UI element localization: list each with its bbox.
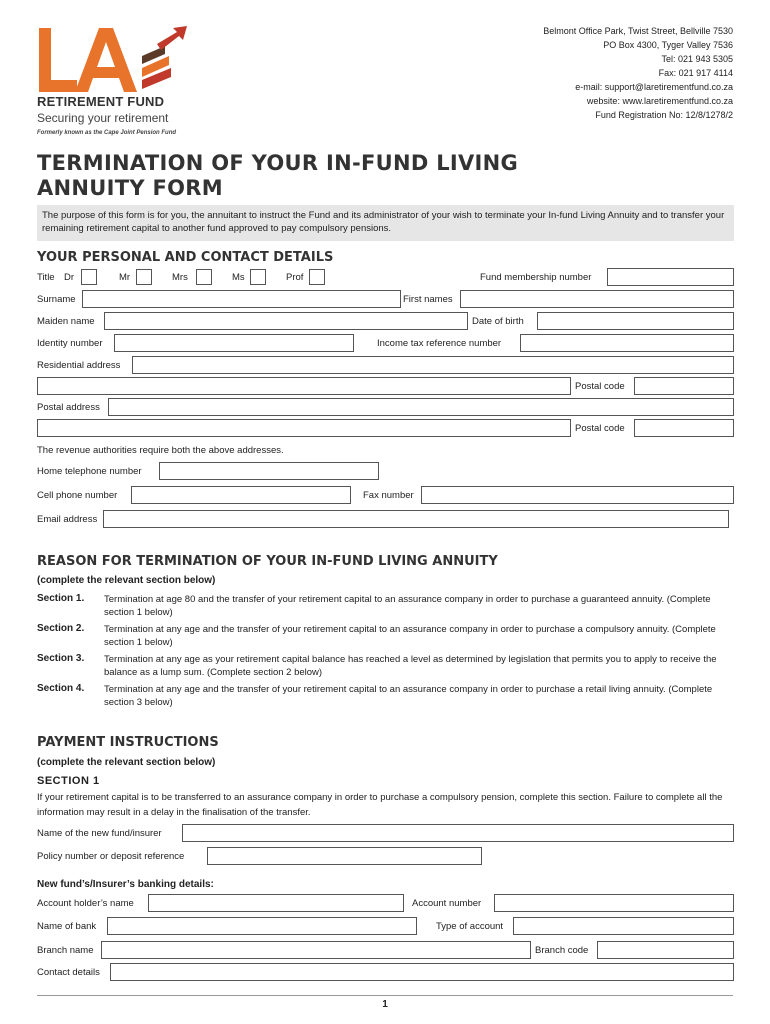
new-fund-name-input[interactable] bbox=[182, 824, 734, 842]
contact-block bbox=[543, 24, 733, 122]
logo-tagline: Securing your retirement bbox=[37, 111, 169, 125]
maiden-name-input[interactable] bbox=[104, 312, 468, 330]
title-prof-label: Prof bbox=[286, 272, 304, 283]
home-telephone-label: Home telephone number bbox=[37, 466, 142, 477]
logo-name: RETIREMENT FUND bbox=[37, 94, 165, 109]
residential-address-input-1[interactable] bbox=[132, 356, 734, 374]
reason-section-1-text: Termination at age 80 and the transfer of your retirement capital to an assurance company in order to purchase a guaranteed annuity. (Complete section 1 below) bbox=[104, 594, 711, 618]
surname-input[interactable] bbox=[82, 290, 401, 308]
first-names-input[interactable] bbox=[460, 290, 734, 308]
new-fund-name-label: Name of the new fund/insurer bbox=[37, 828, 162, 839]
title-mr-checkbox[interactable] bbox=[136, 269, 152, 285]
postal-address-input-2[interactable] bbox=[37, 419, 571, 437]
identity-number-label: Identity number bbox=[37, 338, 103, 349]
fax-number-label: Fax number bbox=[363, 490, 414, 501]
account-type-input[interactable] bbox=[513, 917, 734, 935]
payment-section-1-heading: SECTION 1 bbox=[37, 775, 100, 787]
page-number: 1 bbox=[382, 999, 388, 1010]
residential-address-input-2[interactable] bbox=[37, 377, 571, 395]
payment-section-1-text: If your retirement capital is to be transferred to an assurance company in order to purchase a compulsory pension, complete this section. Failure to complete all the information may result in a delay in the finalisation of the transfer. bbox=[37, 792, 723, 818]
fund-membership-label: Fund membership number bbox=[480, 272, 592, 283]
contact-details-label: Contact details bbox=[37, 967, 100, 978]
contact-po-box: PO Box 4300, Tyger Valley 7536 bbox=[603, 40, 733, 50]
fund-logo bbox=[37, 24, 197, 139]
logo-graphic bbox=[37, 24, 197, 94]
reason-section-1-number: Section 1. bbox=[37, 593, 85, 604]
reason-section-3-number: Section 3. bbox=[37, 653, 85, 664]
account-holder-label: Account holder’s name bbox=[37, 898, 134, 909]
banking-heading: New fund’s/Insurer’s banking details: bbox=[37, 879, 214, 890]
title-mr-label: Mr bbox=[119, 272, 131, 283]
contact-address: Belmont Office Park, Twist Street, Bellville 7530 bbox=[543, 26, 733, 36]
income-tax-label: Income tax reference number bbox=[377, 338, 502, 349]
residential-address-label: Residential address bbox=[37, 360, 121, 371]
reason-heading: REASON FOR TERMINATION OF YOUR IN-FUND LIVING ANNUITY bbox=[37, 554, 498, 569]
branch-name-input[interactable] bbox=[101, 941, 531, 959]
branch-code-input[interactable] bbox=[597, 941, 734, 959]
revenue-note: The revenue authorities require both the above addresses. bbox=[37, 445, 284, 456]
title-ms-label: Ms bbox=[232, 272, 245, 283]
payment-heading: PAYMENT INSTRUCTIONS bbox=[37, 735, 219, 750]
fund-membership-input[interactable] bbox=[607, 268, 734, 286]
bank-name-input[interactable] bbox=[107, 917, 417, 935]
reason-subheading: (complete the relevant section below) bbox=[37, 575, 216, 586]
payment-subheading: (complete the relevant section below) bbox=[37, 757, 216, 768]
surname-label: Surname bbox=[37, 294, 76, 305]
title-dr-label: Dr bbox=[64, 272, 75, 283]
fax-number-input[interactable] bbox=[421, 486, 734, 504]
title-label: Title bbox=[37, 272, 55, 283]
policy-number-label: Policy number or deposit reference bbox=[37, 851, 185, 862]
first-names-label: First names bbox=[403, 294, 453, 305]
title-dr-checkbox[interactable] bbox=[81, 269, 97, 285]
account-holder-input[interactable] bbox=[148, 894, 404, 912]
account-number-input[interactable] bbox=[494, 894, 734, 912]
contact-website: website: www.laretirementfund.co.za bbox=[586, 96, 733, 106]
maiden-name-label: Maiden name bbox=[37, 316, 95, 327]
home-telephone-input[interactable] bbox=[159, 462, 379, 480]
policy-number-input[interactable] bbox=[207, 847, 482, 865]
postal-postal-code-label: Postal code bbox=[575, 423, 625, 434]
fund-registration: Fund Registration No: 12/8/1278/2 bbox=[595, 110, 733, 120]
form-title bbox=[37, 151, 518, 201]
date-of-birth-input[interactable] bbox=[537, 312, 734, 330]
title-mrs-checkbox[interactable] bbox=[196, 269, 212, 285]
email-address-label: Email address bbox=[37, 514, 98, 525]
contact-fax: Fax: 021 917 4114 bbox=[658, 68, 733, 78]
branch-name-label: Branch name bbox=[37, 945, 94, 956]
account-type-label: Type of account bbox=[436, 921, 504, 932]
income-tax-input[interactable] bbox=[520, 334, 734, 352]
footer-divider bbox=[37, 995, 733, 996]
title-mrs-label: Mrs bbox=[172, 272, 188, 283]
account-number-label: Account number bbox=[412, 898, 482, 909]
title-prof-checkbox[interactable] bbox=[309, 269, 325, 285]
reason-section-2-number: Section 2. bbox=[37, 623, 85, 634]
reason-section-3-text: Termination at any age as your retirement capital balance has reached a level as determined by legislation that permits you to apply to receive the balance as a lump sum. (Complete section 2 below) bbox=[104, 654, 717, 678]
contact-tel: Tel: 021 943 5305 bbox=[661, 54, 733, 64]
branch-code-label: Branch code bbox=[535, 945, 589, 956]
contact-details-input[interactable] bbox=[110, 963, 734, 981]
title-ms-checkbox[interactable] bbox=[250, 269, 266, 285]
logo-formerly: Formerly known as the Cape Joint Pension Fund bbox=[37, 130, 177, 136]
residential-postal-code-input[interactable] bbox=[634, 377, 734, 395]
purpose-text: The purpose of this form is for you, the annuitant to instruct the Fund and its administrator of your wish to terminate your In-fund Living Annuity and to transfer your remaining retirement capital to another fund approved to pay compulsory pensions. bbox=[37, 205, 734, 241]
bank-name-label: Name of bank bbox=[37, 921, 97, 932]
email-address-input[interactable] bbox=[103, 510, 729, 528]
reason-section-4-text: Termination at any age and the transfer of your retirement capital to an assurance company in order to purchase a retail living annuity. (Complete section 3 below) bbox=[104, 684, 713, 708]
form-title-line1: TERMINATION OF YOUR IN-FUND LIVING bbox=[37, 151, 519, 175]
cell-phone-input[interactable] bbox=[131, 486, 351, 504]
personal-heading: YOUR PERSONAL AND CONTACT DETAILS bbox=[37, 250, 334, 265]
reason-section-4-number: Section 4. bbox=[37, 683, 85, 694]
contact-email: e-mail: support@laretirementfund.co.za bbox=[575, 82, 733, 92]
reason-section-2-text: Termination at any age and the transfer of your retirement capital to an assurance company in order to purchase a compulsory annuity. (Complete section 1 below) bbox=[104, 624, 716, 648]
residential-postal-code-label: Postal code bbox=[575, 381, 625, 392]
postal-address-label: Postal address bbox=[37, 402, 100, 413]
cell-phone-label: Cell phone number bbox=[37, 490, 118, 501]
postal-address-input-1[interactable] bbox=[108, 398, 734, 416]
identity-number-input[interactable] bbox=[114, 334, 354, 352]
date-of-birth-label: Date of birth bbox=[472, 316, 524, 327]
form-title-line2: ANNUITY FORM bbox=[37, 176, 223, 200]
postal-postal-code-input[interactable] bbox=[634, 419, 734, 437]
